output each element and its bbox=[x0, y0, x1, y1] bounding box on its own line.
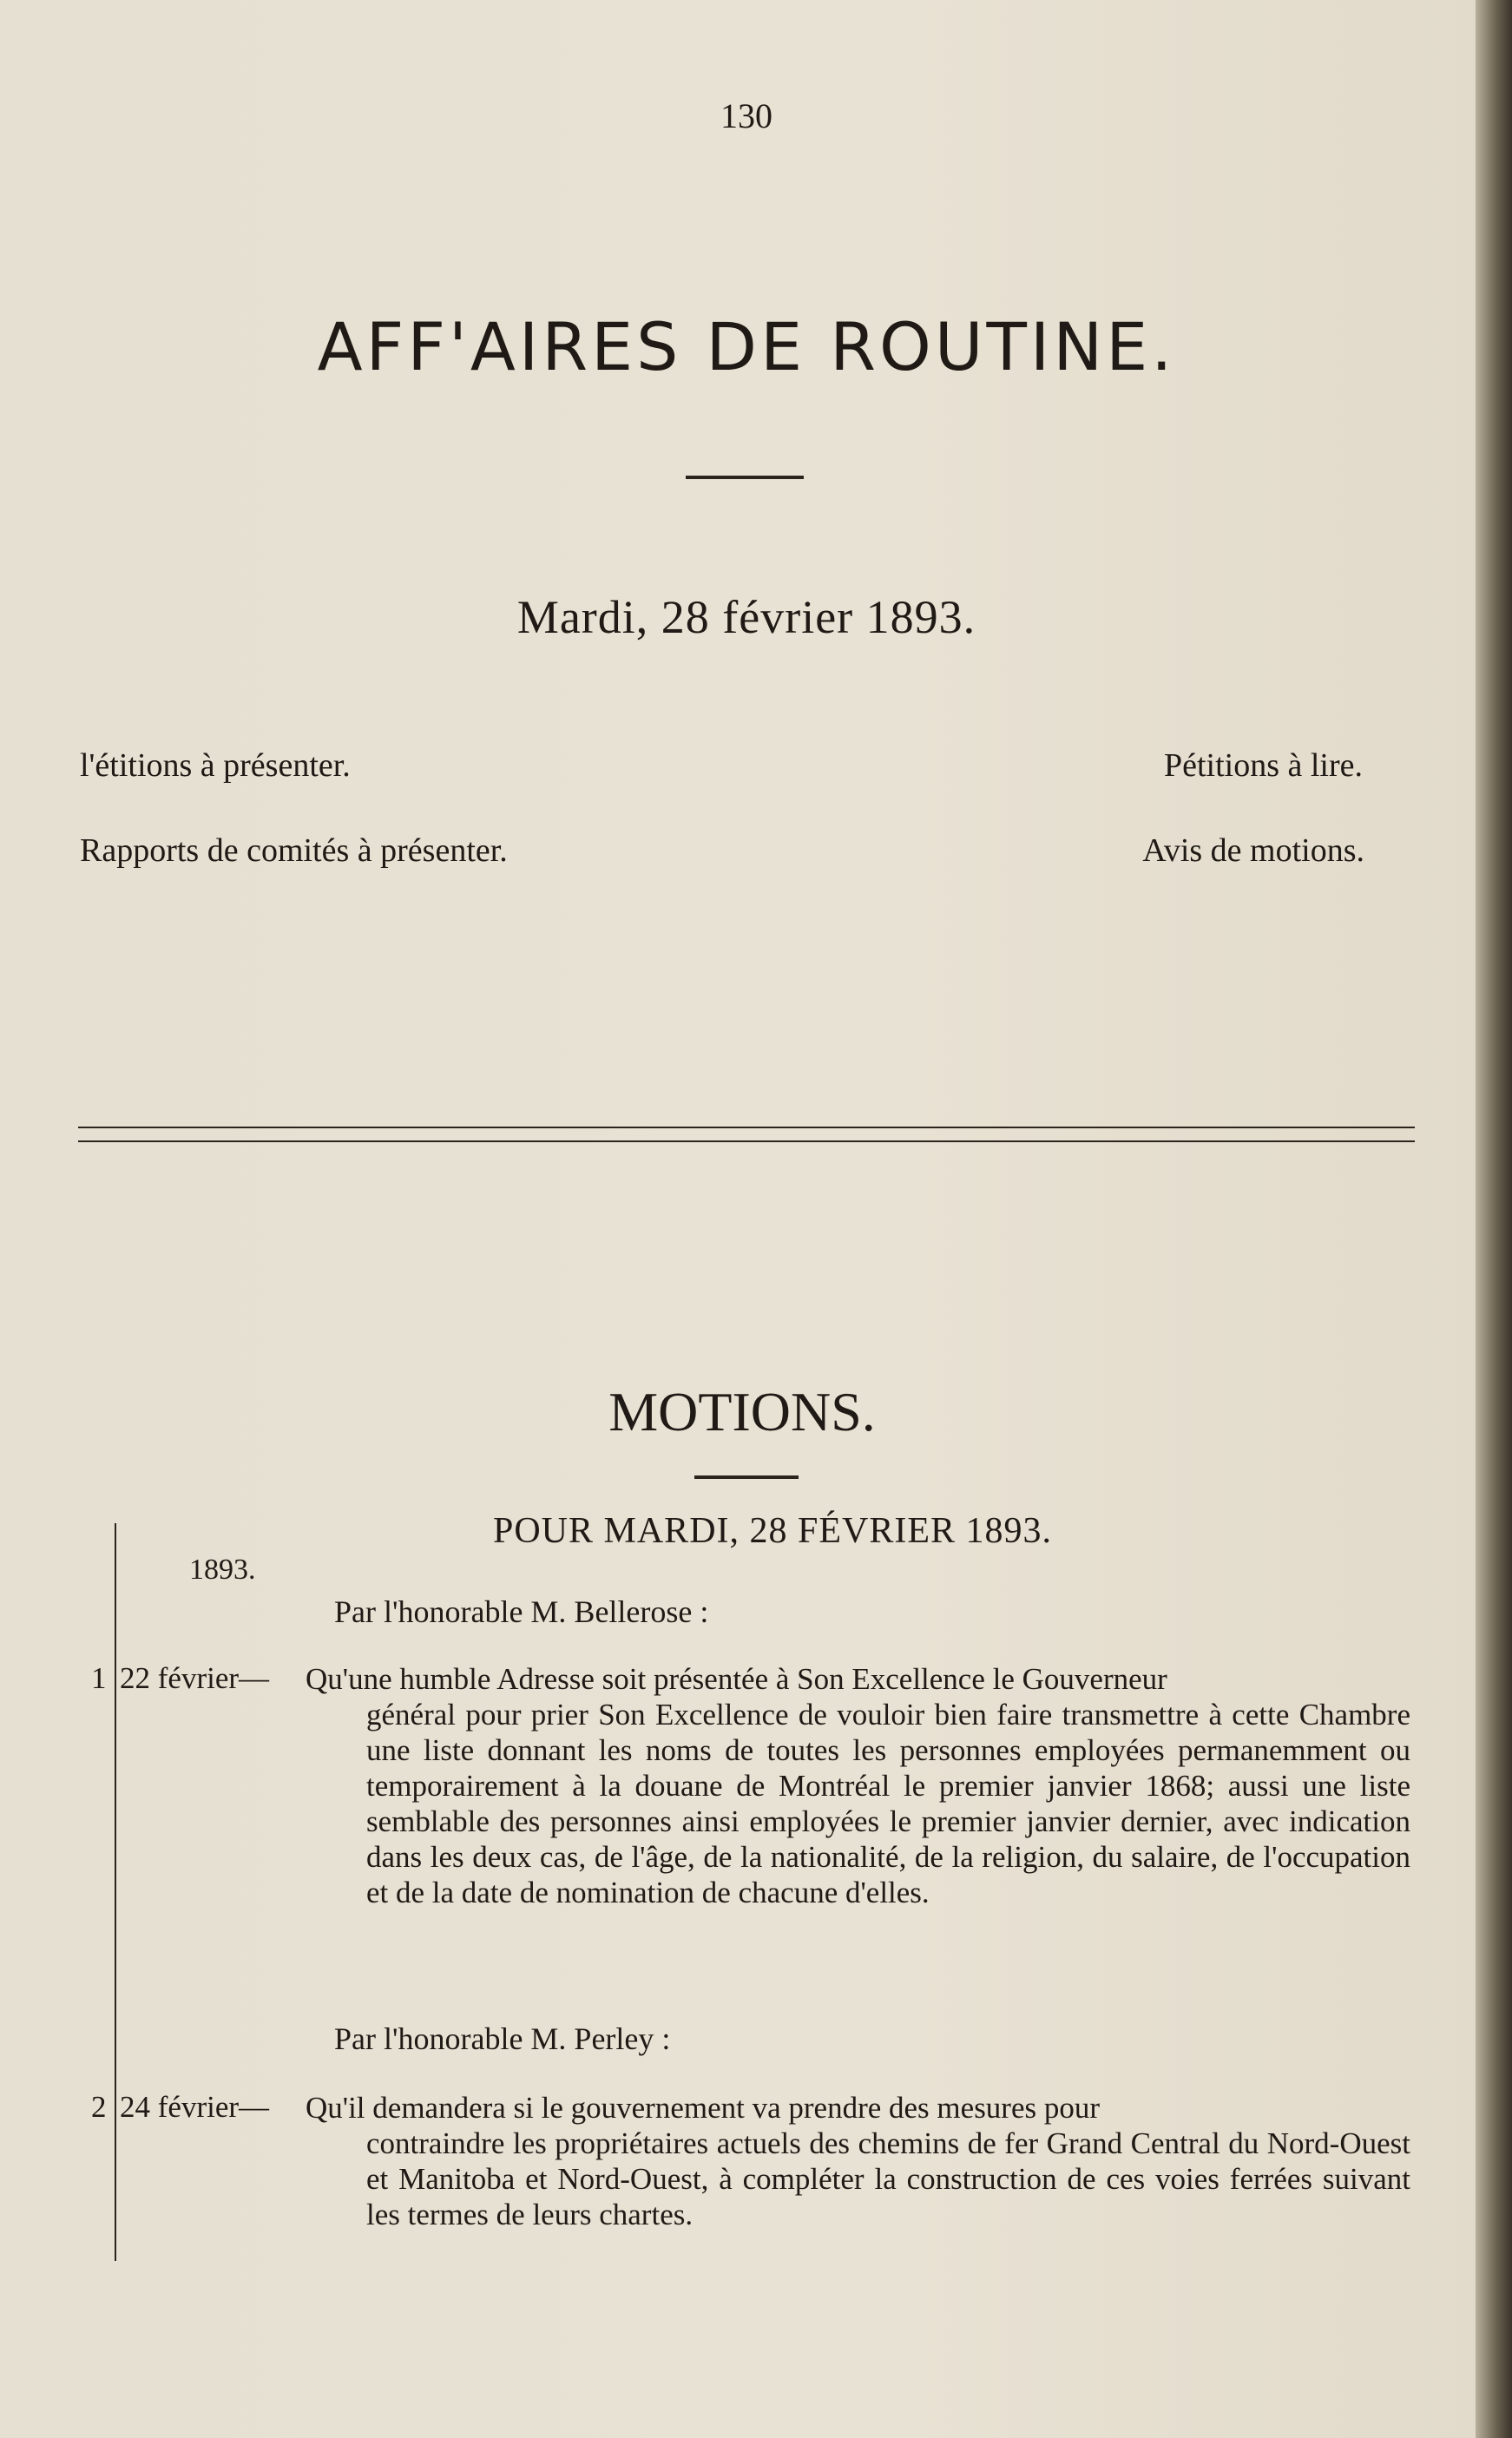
motions-subtitle: POUR MARDI, 28 FÉVRIER 1893. bbox=[492, 1511, 1053, 1551]
routine-title: AFF'AIRES DE ROUTINE. bbox=[317, 308, 1176, 385]
motion-1-mover: Par l'honorable M. Bellerose : bbox=[334, 1594, 709, 1629]
motion-2-mover: Par l'honorable M. Perley : bbox=[334, 2021, 671, 2056]
motion-1-first-line: Qu'une humble Adresse soit présentée à Son Excellence le Gouverneur bbox=[306, 1662, 1167, 1696]
committee-reports: Rapports de comités à présenter. bbox=[80, 832, 508, 869]
page-number: 130 bbox=[720, 96, 772, 135]
motion-2-number: 2 bbox=[91, 2090, 107, 2124]
section-rule-top bbox=[78, 1127, 1415, 1128]
motion-2-date: 24 février— bbox=[120, 2090, 270, 2124]
motion-2-body: contraindre les propriétaires actuels des chemins de fer Grand Central du Nord-Ouest et Manitoba et Nord-Ouest, à compléter la construction de ces voies ferrées suivant les termes de leurs chartes. bbox=[366, 2126, 1410, 2231]
petitions-present: l'étitions à présenter. bbox=[80, 747, 351, 784]
motion-2-first-line: Qu'il demandera si le gouvernement va prendre des mesures pour bbox=[306, 2091, 1101, 2125]
motion-1-number: 1 bbox=[91, 1661, 107, 1695]
motions-year: 1893. bbox=[189, 1554, 256, 1586]
motion-1-body: général pour prier Son Excellence de vouloir bien faire transmettre à cette Chambre une liste donnant les noms de toutes les personnes employées permanemment ou temporairement à la douane de Montréal le premier janvier 1868; aussi une liste semblable des personnes ainsi employées le premier janvier dernier, avec indication dans les deux cas, de l'âge, de la nationalité, de la religion, du salaire, de l'occupation et de la date de nomination de chacune d'elles. bbox=[366, 1698, 1410, 1909]
motion-1-date: 22 février— bbox=[120, 1661, 270, 1695]
motions-rule bbox=[694, 1475, 799, 1479]
motions-title: MOTIONS. bbox=[608, 1381, 876, 1442]
petitions-read: Pétitions à lire. bbox=[1163, 747, 1363, 784]
notice-of-motions: Avis de motions. bbox=[1142, 832, 1364, 869]
motion-1-text bbox=[306, 1661, 1410, 1910]
book-spine-shadow bbox=[1476, 0, 1512, 2438]
margin-rule bbox=[115, 1523, 116, 2261]
motion-2-text bbox=[306, 2090, 1410, 2232]
title-rule bbox=[686, 476, 804, 479]
section-rule-bottom bbox=[78, 1140, 1415, 1142]
routine-date: Mardi, 28 février 1893. bbox=[516, 591, 976, 643]
